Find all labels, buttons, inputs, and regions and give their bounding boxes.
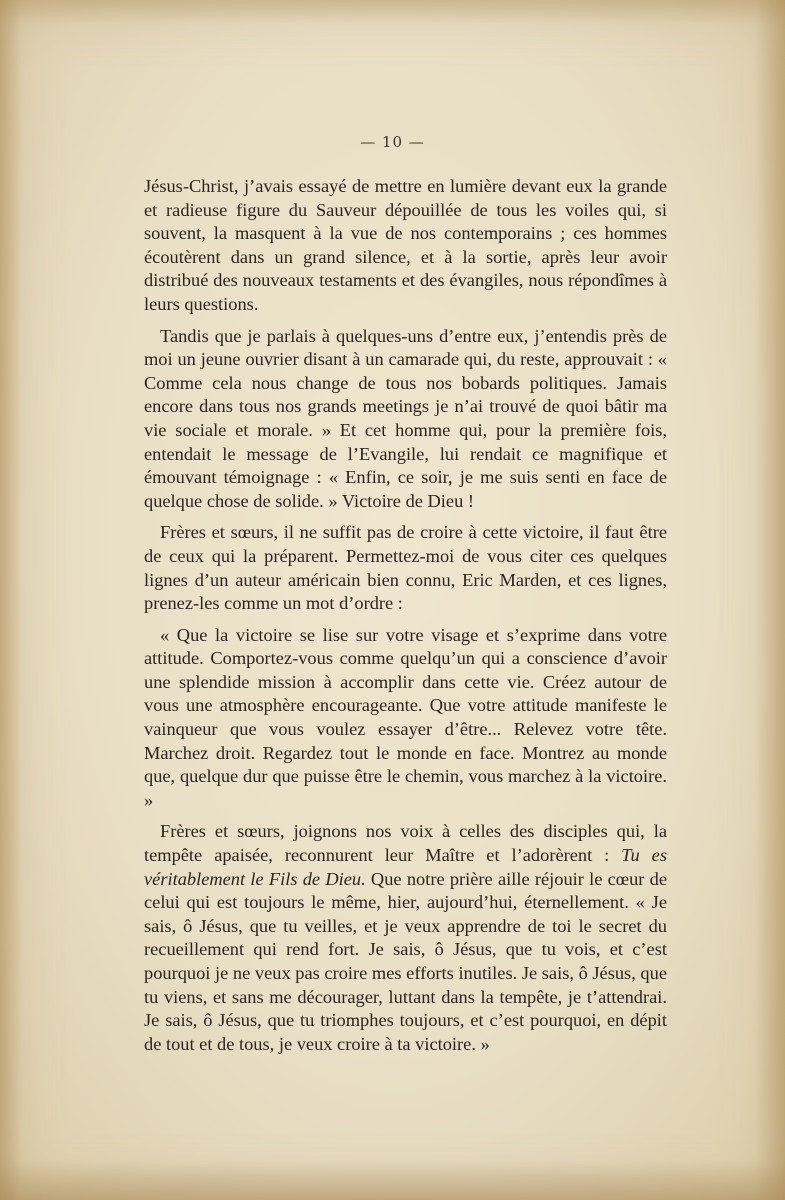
paragraph-3: Frères et sœurs, il ne suffit pas de croire à cette victoire, il faut être de ceux qui la préparent. Permettez-moi de vous citer ces quelques lignes d’un auteur américain bien connu, Eric Marden, et ces lignes, prenez-les comme un mot d’ordre : <box>144 522 667 614</box>
page-edge-right <box>755 0 785 1200</box>
paragraph-2: Tandis que je parlais à quelques-uns d’entre eux, j’entendis près de moi un jeune ouvrier disant à un camarade qui, du reste, approuvait : « Comme cela nous change de tous nos bobards politiques. Jamais encore dans tous nos grands meetings je n’ai trouvé de quoi bâtir ma vie sociale et morale. » Et cet homme qui, pour la première fois, entendait le message de l’Evangile, lui rendait ce magnifique et émouvant témoignage : « Enfin, ce soir, je me suis senti en face de quelque chose de solide. » Victoire de Dieu ! <box>144 325 667 511</box>
paragraph-1: Jésus-Christ, j’avais essayé de mettre en lumière devant eux la grande et radieuse figure du Sauveur dépouillée de tous les voiles qui, si souvent, la masquent à la vue de nos contemporains ; ces hommes écoutèrent dans un grand silence, et à la sortie, après leur avoir distribué des nouveaux testaments et des évangiles, nous répondîmes à leurs questions. <box>144 176 667 314</box>
page-edge-bottom <box>0 1160 785 1200</box>
paragraph-5 <box>144 820 667 1056</box>
paragraph-4-quote: « Que la victoire se lise sur votre visage et s’exprime dans votre attitude. Comportez-vous comme quelqu’un qui a conscience d’avoir une splendide mission à accomplir dans cette vie. Créez autour de vous une atmosphère encourageante. Que votre attitude manifeste le vainqueur que vous voulez essayer d’être... Relevez votre tête. Marchez droit. Regardez tout le monde en face. Montrez au monde que, quelque dur que puisse être le chemin, vous marchez à la victoire. » <box>144 624 667 810</box>
page-number: — 10 — <box>360 133 425 151</box>
paragraph-5-prayer: Que notre prière aille réjouir le cœur de celui qui est toujours le même, hier, aujourd’hui, éternellement. « Je sais, ô Jésus, que tu veilles, et je veux apprendre de toi le secret du recueillement qui rend fort. Je sais, ô Jésus, que tu vois, et c’est pourquoi je ne veux pas croire mes efforts inutiles. Je sais, ô Jésus, que tu viens, et sans me décourager, luttant dans la tempête, je t’attendrai. Je sais, ô Jésus, que tu triomphes toujours, et c’est pourquoi, en dépit de tout et de tous, je veux croire à ta victoire. » <box>144 868 668 1054</box>
page-edge-top <box>0 0 785 24</box>
page-edge-left <box>0 0 22 1200</box>
paragraph-5-intro: Frères et sœurs, joignons nos voix à celles des disciples qui, la tempête apaisée, reconnurent leur Maître et l’adorèrent : <box>144 821 667 866</box>
body-text <box>144 175 667 1064</box>
paragraph-5-italic-quote: Tu es véritablement le Fils de Dieu. <box>144 845 667 889</box>
